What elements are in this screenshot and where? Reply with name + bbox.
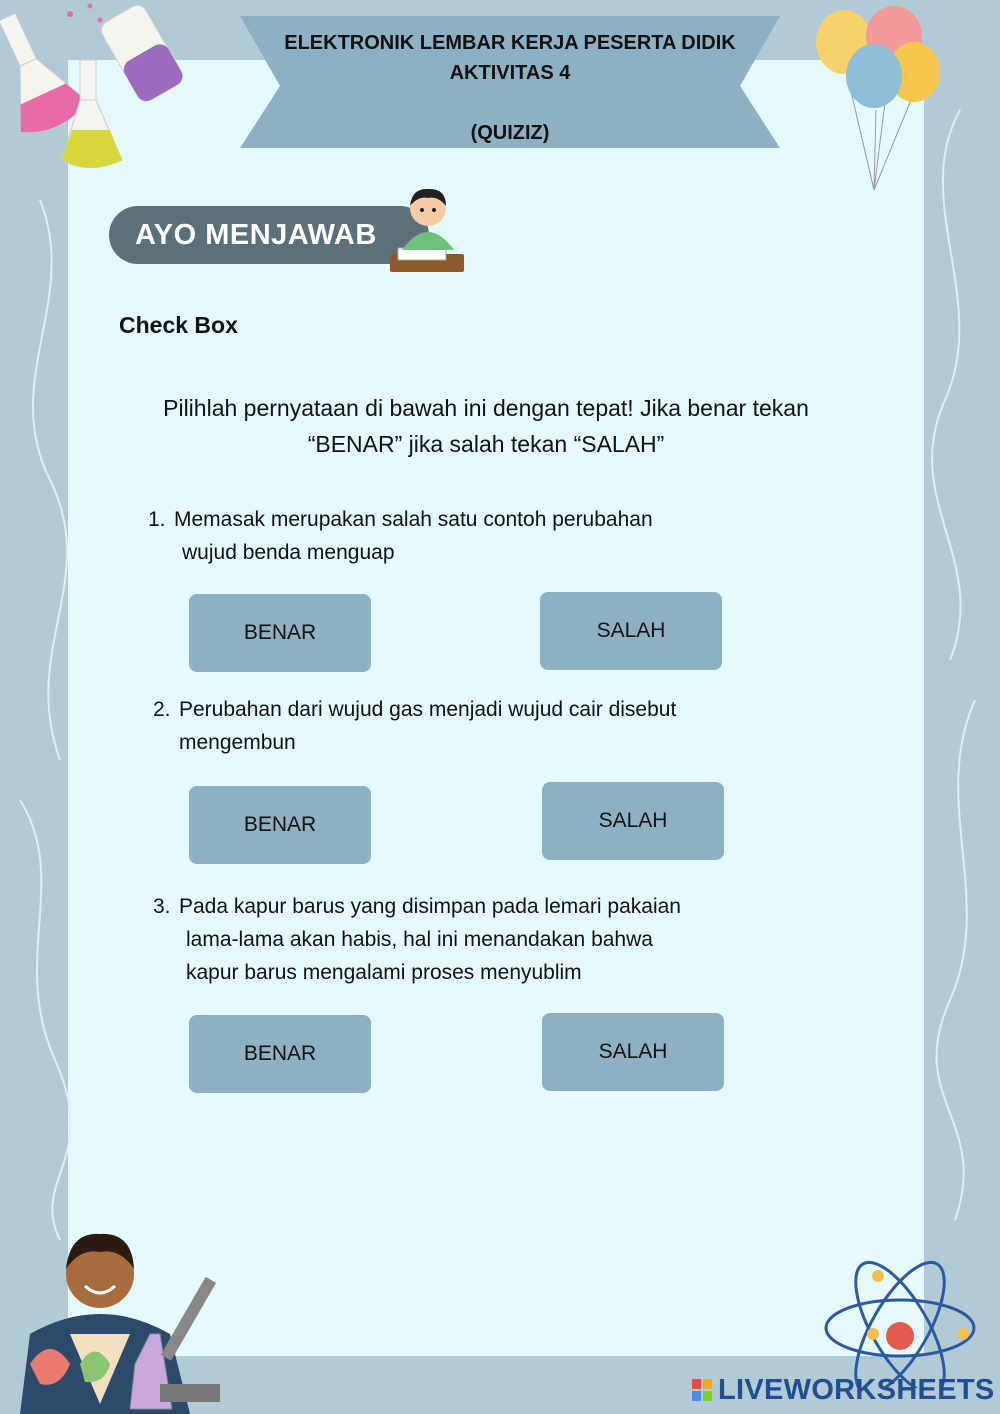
- header-banner: [240, 16, 780, 148]
- question-text: Pada kapur barus yang disimpan pada lemari pakaian: [179, 895, 681, 918]
- question-number: 1.: [148, 508, 166, 531]
- question-number: 3.: [153, 895, 171, 918]
- scientist-illustration-icon: [0, 1214, 230, 1414]
- question-text: Memasak merupakan salah satu contoh perubahan: [174, 508, 653, 531]
- liveworksheets-logo-icon: [692, 1379, 712, 1401]
- q2-benar-button[interactable]: BENAR: [189, 786, 371, 864]
- q3-benar-button[interactable]: BENAR: [189, 1015, 371, 1093]
- balloons-icon: [806, 0, 956, 195]
- question-text: kapur barus mengalami proses menyublim: [186, 961, 582, 984]
- brand-logo: LIVEWORKSHEETS: [718, 1374, 995, 1406]
- header-title: ELEKTRONIK LEMBAR KERJA PESERTA DIDIK: [284, 32, 736, 54]
- student-writing-icon: [388, 184, 468, 280]
- q3-salah-button[interactable]: SALAH: [542, 1013, 724, 1091]
- question-text: mengembun: [179, 731, 296, 754]
- question-1: [148, 503, 653, 569]
- flask-illustration-icon: [0, 0, 200, 180]
- badge-label: AYO MENJAWAB: [135, 219, 377, 251]
- question-text: wujud benda menguap: [182, 541, 395, 564]
- instruction-line-1: Pilihlah pernyataan di bawah ini dengan tepat! Jika benar tekan: [163, 395, 809, 421]
- q1-salah-button[interactable]: SALAH: [540, 592, 722, 670]
- question-2: [153, 693, 676, 759]
- q1-benar-button[interactable]: BENAR: [189, 594, 371, 672]
- question-number: 2.: [153, 698, 171, 721]
- atom-icon: [818, 1258, 978, 1388]
- question-3: [153, 890, 681, 989]
- instruction-line-2: “BENAR” jika salah tekan “SALAH”: [307, 431, 665, 457]
- header-subtitle: (QUIZIZ): [470, 122, 550, 144]
- ayo-menjawab-badge: [109, 206, 429, 264]
- instruction-text: [120, 390, 852, 462]
- q2-salah-button[interactable]: SALAH: [542, 782, 724, 860]
- question-text: lama-lama akan habis, hal ini menandakan bahwa: [186, 928, 653, 951]
- question-text: Perubahan dari wujud gas menjadi wujud cair disebut: [179, 698, 677, 721]
- section-title: Check Box: [119, 312, 238, 338]
- header-activity: AKTIVITAS 4: [449, 62, 571, 84]
